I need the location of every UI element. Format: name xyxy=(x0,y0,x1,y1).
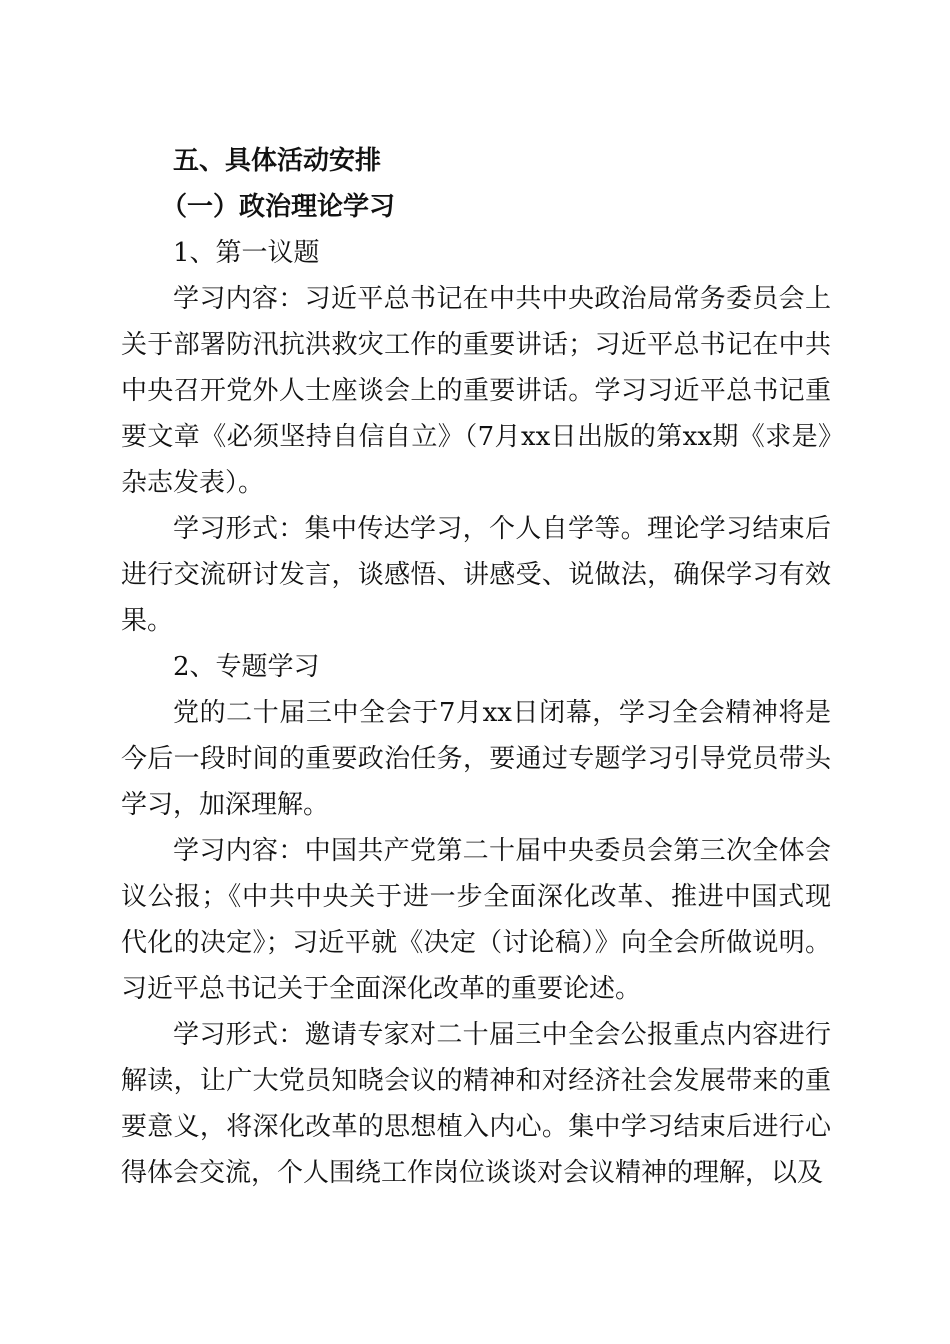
paragraph-study-form-2: 学习形式：邀请专家对二十届三中全会公报重点内容进行解读，让广大党员知晓会议的精神和对经济社会发展带来的重要意义，将深化改革的思想植入内心。集中学习结束后进行心得体会交流，个人围绕工作岗位谈谈对会议精神的理解，以及 xyxy=(121,1020,831,1188)
subsection-heading: （一）政治理论学习 xyxy=(161,192,396,222)
paragraph-study-content-2: 学习内容：中国共产党第二十届中央委员会第三次全体会议公报；《中共中央关于进一步全面深化改革、推进中国式现代化的决定》；习近平就《决定（讨论稿）》向全会所做说明。习近平总书记关于全面深化改革的重要论述。 xyxy=(121,836,831,1004)
paragraph-study-form-1: 学习形式：集中传达学习，个人自学等。理论学习结束后进行交流研讨发言，谈感悟、讲感受、说做法，确保学习有效果。 xyxy=(121,514,831,636)
paragraph-plenum-intro: 党的二十届三中全会于7月xx日闭幕，学习全会精神将是今后一段时间的重要政治任务，要通过专题学习引导党员带头学习，加深理解。 xyxy=(121,698,831,820)
section-heading: 五、具体活动安排 xyxy=(173,146,382,176)
paragraph-study-content-1: 学习内容：习近平总书记在中共中央政治局常务委员会上关于部署防汛抗洪救灾工作的重要讲话；习近平总书记在中共中央召开党外人士座谈会上的重要讲话。学习习近平总书记重要文章《必须坚持自信自立》（7月xx日出版的第xx期《求是》杂志发表）。 xyxy=(121,284,831,498)
item-heading-first-topic: 1、第一议题 xyxy=(173,238,320,268)
item-heading-special-study: 2、专题学习 xyxy=(173,652,320,682)
document-body xyxy=(121,138,831,1196)
